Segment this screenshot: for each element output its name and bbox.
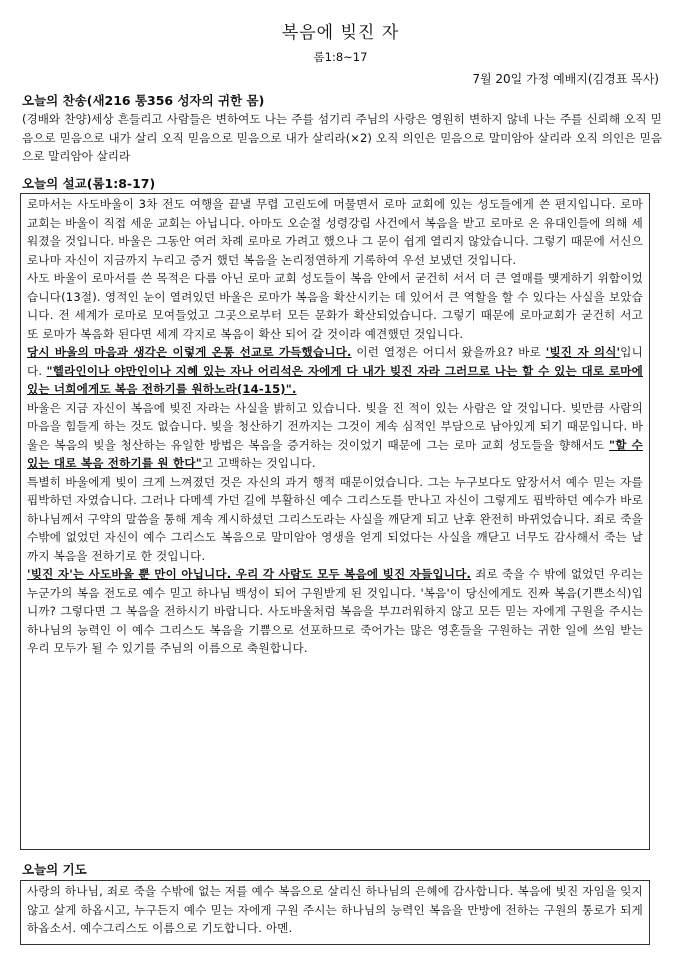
sermon-paragraph-5: 특별히 바울에게 빚이 크게 느껴졌던 것은 자신의 과거 행적 때문이었습니다. 그는 누구보다도 앞장서서 예수 믿는 자를 핍박하던 자였습니다. 그러나 다메섹 가던 길에 부활하신 예수 그리스도를 만나고 자신이 그렇게도 핍박하던 예수가 바로 하나님께서 구약의 말씀을 통해 계속 계시하셨던 그리스도라는 사실을 깨닫게 되고 난후 완전히 바뀌었습니다. 죄로 죽을 수밖에 없었던 자신이 예수 그리스도 복음으로 말미암아 영생을 얻게 되었다는 사실을 깨닫고 너무도 감사해서 죽는 날 까지 복음을 전하기로 한 것입니다. [27, 474, 643, 563]
scripture-reference: 롬1:8~17 [313, 50, 368, 64]
emphasis-mission: 당시 바울의 마음과 생각은 이렇게 온통 선교로 가득했습니다. [27, 345, 352, 359]
hymn-lyrics: (경배와 찬양)세상 흔들리고 사람들은 변하여도 나는 주를 섬기리 주님의 사랑은 영원히 변하지 않네 나는 주를 신뢰해 오직 믿음으로 믿음으로 내가 살리 오직 믿음으로 믿음으로 내가 살리라(×2) 오직 의인은 믿음으로 말미암아 살리라 오직 의인은 믿음으로 말리암아 살리라 [22, 112, 662, 163]
paragraph-4-text: 바울은 지금 자신이 복음에 빚진 자라는 사실을 밝히고 있습니다. 빚을 진 적이 있는 사람은 알 것입니다. 빚만큼 사람의 마음을 힘들게 하는 것도 없습니다. 빚을 청산하기 전까지는 그것이 계속 심적인 부담으로 남아있게 되기 때문입니다. 바울은 복음의 빚을 청산하는 유일한 방법은 복음을 증거하는 것이었기 때문에 그는 로마 교회 성도들을 향해서도 [27, 400, 643, 452]
paragraph-4-text-2: 고 고백하는 것입니다. [201, 456, 316, 470]
paragraph-6-text: 죄로 죽을 수 밖에 없었던 우리는 누군가의 복음 전도로 예수 믿고 하나님 백성이 되어 구원받게 된 것입니다. '복음'이 당신에게도 진짜 복음(기쁜소식)입니까? 그렇다면 그 복음을 전하시기 바랍니다. 사도바울처럼 복음을 부끄러워하지 않고 모든 믿는 자에게 구원을 주시는 하나님의 능력인 이 예수 그리스도 복음을 기쁨으로 선포하므로 죽어가는 많은 영혼들을 구원하는 귀한 일에 쓰임 받는 우리 모두가 될 수 있기를 주님의 이름으로 축원합니다. [27, 567, 643, 655]
hymn-heading: 오늘의 찬송(새216 통356 성자의 귀한 몸) [22, 93, 265, 108]
date-author-line: 7월 20일 가정 예배지(김경표 목사) [472, 72, 659, 86]
emphasis-preach-gospel: "할 수 있는 대로 복음 전하기를 원 한다" [27, 437, 643, 470]
emphasis-all-debtors: '빚진 자'는 사도바울 뿐 만이 아닙니다. 우리 각 사람도 모두 복음에 빚진 자들입니다. [27, 567, 472, 581]
paragraph-3-text: 이런 열정은 어디서 왔을까요? 바로 [351, 345, 546, 359]
sermon-paragraph-6 [27, 565, 643, 658]
sermon-paragraph-3 [27, 343, 643, 399]
emphasis-debtor-mind: '빚진 자 의식' [545, 345, 621, 359]
sermon-heading: 오늘의 설교(롬1:8-17) [22, 176, 156, 191]
emphasis-quote-romans: "헬라인이나 야만인이나 지혜 있는 자나 어리석은 자에게 다 내가 빚진 자라 그러므로 나는 할 수 있는 대로 로마에 있는 너희에게도 복음 전하기를 원하노라(14-15)". [27, 363, 643, 396]
paragraph-3-text-2: 입니다. [27, 345, 643, 378]
sermon-paragraph-4 [27, 399, 643, 473]
sermon-paragraph-2: 사도 바울이 로마서를 쓴 목적은 다름 아닌 로마 교회 성도들이 복음 안에서 굳건히 서서 더 큰 열매를 맺게하기 위함이었습니다(13절). 영적인 눈이 열려있던 바울은 로마가 복음을 확산시키는 데 있어서 큰 역할을 할 수 있다는 사실을 보았습니다. 전 세계가 로마로 모여들었고 그곳으로부터 모든 문화가 확산되었습니다. 그렇기 때문에 로마교회가 굳건히 서고 또 로마가 복음화 된다면 세계 각지로 복음이 확산 되어 갈 것이라 예견했던 것입니다. [27, 271, 643, 341]
prayer-text: 사랑의 하나님, 죄로 죽을 수밖에 없는 저를 예수 복음으로 살리신 하나님의 은혜에 감사합니다. 복음에 빚진 자임을 잊지 않고 살게 하옵시고, 누구든지 예수 믿는 자에게 구원 주시는 하나님의 능력인 복음을 만방에 전하는 구원의 통로가 되게 하옵소서. 예수그리스도 이름으로 기도합니다. 아멘. [27, 884, 643, 935]
prayer-box [20, 880, 650, 945]
sermon-box [20, 193, 650, 850]
sermon-paragraph-1: 로마서는 사도바울이 3차 전도 여행을 끝낼 무렵 고린도에 머물면서 로마 교회에 있는 성도들에게 쓴 편지입니다. 로마 교회는 바울이 직접 세운 교회는 아닙니다. 아마도 오순절 성령강림 사건에서 복음을 받고 로마로 온 유대인들에 의해 세워졌을 것입니다. 바울은 그동안 여러 차례 로마로 가려고 했으나 그 문이 쉽게 열리지 않았습니다. 그렇기 때문에 서신으로나마 자신이 지금까지 누리고 증거 했던 복음을 논리정연하게 기록하여 우선 보냈던 것입니다. [27, 197, 643, 267]
prayer-heading: 오늘의 기도 [22, 862, 87, 877]
page-title: 복음에 빚진 자 [281, 23, 400, 43]
